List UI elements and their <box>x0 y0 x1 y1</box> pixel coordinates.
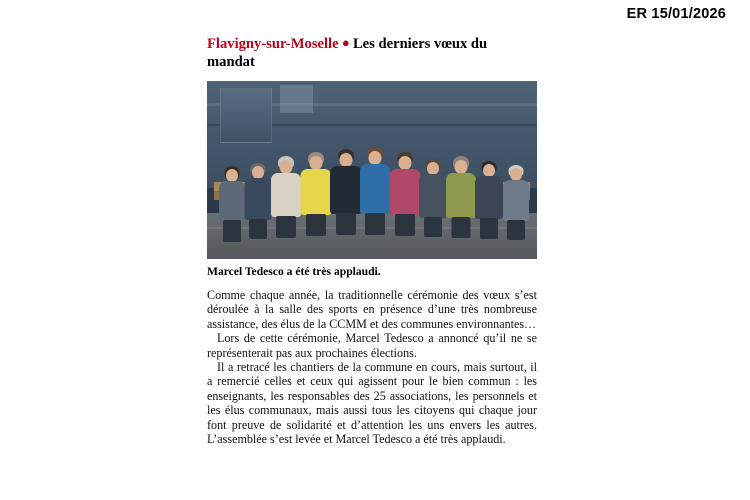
article-paragraph: Lors de cette cérémonie, Marcel Tedesco a annoncé qu’il ne se représenterait pas aux prochaines élections. <box>207 331 537 360</box>
bullet-icon: ● <box>338 35 353 50</box>
article-kicker: Flavigny-sur-Moselle <box>207 36 339 52</box>
person <box>270 156 303 245</box>
person <box>299 152 332 245</box>
person <box>501 165 531 245</box>
person <box>329 149 362 245</box>
article-paragraph: Comme chaque année, la traditionnelle cérémonie des vœux s’est déroulée à la salle des sports en présence d’une très nombreuse assistance, des élus de la CCMM et des communes environnantes… <box>207 288 537 331</box>
photo-crowd <box>207 81 537 259</box>
person <box>217 166 247 244</box>
person <box>445 156 478 245</box>
page-title <box>207 34 537 71</box>
article-container <box>207 34 537 446</box>
article-paragraph: Il a retracé les chantiers de la commune en cours, mais surtout, il a remercié celles et ceux qui agissent pour le bien commun : les enseignants, les responsables des 25 associations, les personnels et les élus communaux, mais aussi tous les citoyens qui chaque jour font preuve de solidarité et d’attention les uns envers les autres. L’assemblée s’est levée et Marcel Tedesco a été très applaudi. <box>207 360 537 447</box>
person <box>243 163 273 245</box>
article-body <box>207 288 537 446</box>
photo-scene <box>207 81 537 259</box>
headline-text: Les derniers vœux du mandat <box>207 36 488 70</box>
person <box>389 152 422 245</box>
person <box>418 159 448 244</box>
article-photo <box>207 81 537 259</box>
photo-caption: Marcel Tedesco a été très applaudi. <box>207 265 381 278</box>
person <box>359 147 392 245</box>
edition-label: ER 15/01/2026 <box>626 6 726 22</box>
person <box>474 161 504 245</box>
